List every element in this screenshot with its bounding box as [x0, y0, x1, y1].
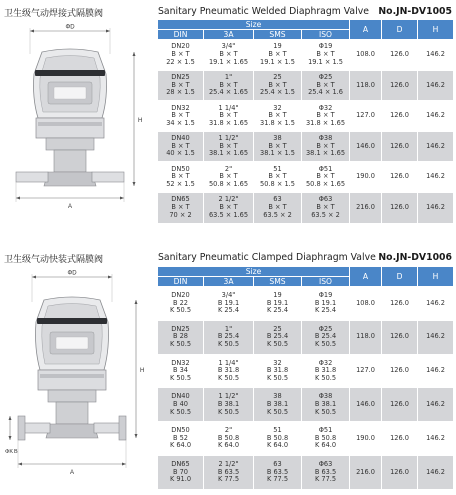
d-cell: 126.0 — [382, 70, 418, 101]
col-header-a: A — [350, 267, 382, 287]
3a-cell-line: B × T — [219, 50, 238, 58]
3a-cell — [204, 101, 254, 132]
table-row — [158, 388, 454, 422]
3a-cell-line: B × T — [219, 141, 238, 150]
diameter-d-label: ΦD — [67, 270, 77, 277]
din-cell — [158, 192, 204, 223]
iso-cell-line: Φ25 — [318, 73, 333, 81]
3a-cell-line: 1" — [224, 73, 233, 81]
size-header: Size — [158, 20, 350, 30]
sms-cell-line: 32 — [273, 358, 282, 367]
iso-cell-line: B × T — [316, 80, 335, 89]
3a-cell-line: B 31.8 — [217, 366, 240, 375]
din-cell-line: B 40 — [172, 399, 188, 408]
sms-cell-line: 19 — [273, 42, 282, 51]
3a-cell-line: 3/4" — [221, 42, 236, 51]
clamped-valve-section — [0, 246, 456, 495]
din-cell-line: B 34 — [172, 366, 188, 375]
3a-cell-line: K 50.5 — [217, 373, 240, 382]
iso-cell-line: 25.4 × 1.6 — [308, 88, 343, 97]
din-cell-line: B × T — [171, 172, 190, 181]
section-title-english: Sanitary Pneumatic Welded Diaphragm Valve — [158, 6, 369, 17]
sms-cell-line: 38 — [273, 392, 282, 401]
sms-cell-line: 32 — [273, 103, 282, 112]
din-cell-line: K 50.5 — [169, 373, 192, 382]
iso-cell — [302, 320, 350, 354]
size-header: Size — [158, 267, 350, 277]
sms-cell-line: 25 — [273, 324, 282, 333]
iso-cell-line: B 25.4 — [314, 332, 337, 341]
din-cell-line: DN50 — [171, 164, 190, 173]
sms-cell-line: K 25.4 — [266, 306, 289, 315]
din-cell-line: B 70 — [172, 467, 188, 476]
sms-cell-line: 19.1 × 1.5 — [260, 57, 295, 66]
iso-cell-line: B 31.8 — [314, 366, 337, 375]
din-cell-line: DN40 — [171, 392, 190, 401]
table-row — [158, 101, 454, 132]
sms-cell-line: 63 — [273, 459, 282, 468]
h-cell: 146.2 — [418, 455, 454, 489]
3a-cell-line: K 64.0 — [217, 441, 240, 450]
din-cell-line: 70 × 2 — [169, 210, 192, 219]
diameter-d-label: ΦD — [65, 24, 75, 31]
3a-cell — [204, 354, 254, 388]
h-cell: 146.2 — [418, 162, 454, 193]
iso-cell — [302, 131, 350, 162]
welded-valve-drawing — [2, 22, 152, 234]
d-cell: 126.0 — [382, 455, 418, 489]
sms-cell-line: 50.8 × 1.5 — [260, 179, 295, 188]
3a-cell-line: 1 1/2" — [218, 134, 239, 143]
sms-cell-line: B × T — [268, 80, 287, 89]
d-cell: 126.0 — [382, 422, 418, 456]
table-row — [158, 70, 454, 101]
din-cell-line: DN50 — [171, 426, 190, 435]
din-cell-line: B × T — [171, 202, 190, 211]
h-cell: 146.2 — [418, 320, 454, 354]
din-cell-line: K 64.0 — [169, 441, 192, 450]
iso-cell-line: B × T — [316, 111, 335, 120]
clamped-valve-spec-table — [157, 266, 454, 490]
sms-cell-line: 38 — [273, 134, 282, 143]
3a-cell-line: 2" — [224, 426, 233, 435]
sms-cell-line: B × T — [268, 141, 287, 150]
table-row — [158, 287, 454, 321]
col-header-iso: ISO — [302, 277, 350, 287]
din-cell-line: DN65 — [171, 195, 190, 204]
din-cell-line: DN20 — [171, 42, 190, 51]
sms-cell — [254, 388, 302, 422]
iso-cell-line: Φ63 — [318, 459, 333, 468]
3a-cell-line: B × T — [219, 202, 238, 211]
sms-cell-line: B × T — [268, 50, 287, 58]
sms-cell-line: B 19.1 — [266, 298, 289, 307]
din-cell-line: DN32 — [171, 103, 190, 112]
sms-cell — [254, 320, 302, 354]
col-header-din: DIN — [158, 277, 204, 287]
iso-cell — [302, 455, 350, 489]
h-cell: 146.2 — [418, 101, 454, 132]
iso-cell-line: B 63.5 — [314, 467, 337, 476]
iso-cell-line: Φ63 — [318, 195, 333, 204]
iso-cell-line: K 77.5 — [314, 475, 337, 484]
section-title-chinese: 卫生级气动焊接式隔膜阀 — [4, 9, 104, 19]
iso-cell-line: B × T — [316, 50, 335, 58]
sms-cell-line: 38.1 × 1.5 — [260, 149, 295, 158]
welded-valve-spec-table — [157, 19, 454, 224]
clamped-spec-rows — [158, 287, 454, 490]
3a-cell-line: K 77.5 — [217, 475, 240, 484]
d-cell: 126.0 — [382, 354, 418, 388]
din-cell — [158, 287, 204, 321]
d-cell: 126.0 — [382, 287, 418, 321]
sms-cell — [254, 455, 302, 489]
d-cell: 126.0 — [382, 162, 418, 193]
din-cell-line: DN20 — [171, 291, 190, 299]
a-cell: 108.0 — [350, 287, 382, 321]
h-cell: 146.2 — [418, 422, 454, 456]
a-cell: 127.0 — [350, 354, 382, 388]
sms-cell — [254, 354, 302, 388]
clamp-k-label: ΦK — [5, 449, 14, 455]
iso-cell-line: 31.8 × 1.65 — [305, 118, 346, 127]
3a-cell-line: B × T — [219, 80, 238, 89]
iso-cell-line: 63.5 × 2 — [311, 210, 340, 219]
din-cell-line: K 50.5 — [169, 306, 192, 315]
a-cell: 190.0 — [350, 422, 382, 456]
iso-cell-line: B × T — [316, 202, 335, 211]
clamped-valve-drawing — [2, 268, 152, 492]
din-cell — [158, 101, 204, 132]
iso-cell-line: B 50.8 — [314, 433, 337, 442]
sms-cell-line: B × T — [268, 172, 287, 181]
a-cell: 127.0 — [350, 101, 382, 132]
iso-cell — [302, 287, 350, 321]
bore-b-label: B — [14, 449, 18, 455]
din-cell — [158, 388, 204, 422]
table-row — [158, 192, 454, 223]
din-cell-line: DN32 — [171, 358, 190, 367]
iso-cell-line: B × T — [316, 141, 335, 150]
3a-cell-line: K 25.4 — [217, 306, 240, 315]
welded-valve-section — [0, 0, 456, 240]
h-cell: 146.2 — [418, 354, 454, 388]
d-cell: 126.0 — [382, 320, 418, 354]
3a-cell-line: 2 1/2" — [218, 195, 239, 204]
3a-cell-line: 38.1 × 1.65 — [208, 149, 249, 158]
section-title-english: Sanitary Pneumatic Clamped Diaphragm Valve — [158, 252, 376, 263]
3a-cell — [204, 192, 254, 223]
din-cell-line: K 50.5 — [169, 339, 192, 348]
col-header-din: DIN — [158, 30, 204, 40]
table-row — [158, 40, 454, 71]
3a-cell — [204, 70, 254, 101]
a-cell: 118.0 — [350, 320, 382, 354]
din-cell — [158, 70, 204, 101]
a-cell: 146.0 — [350, 388, 382, 422]
sms-cell-line: 25.4 × 1.5 — [260, 88, 295, 97]
3a-cell — [204, 287, 254, 321]
din-cell-line: 52 × 1.5 — [166, 179, 195, 188]
iso-cell-line: 38.1 × 1.65 — [305, 149, 346, 158]
sms-cell — [254, 101, 302, 132]
sms-cell-line: B 31.8 — [266, 366, 289, 375]
3a-cell-line: 31.8 × 1.65 — [208, 118, 249, 127]
iso-cell-line: K 25.4 — [314, 306, 337, 315]
table-row — [158, 455, 454, 489]
sms-cell — [254, 40, 302, 71]
d-cell: 126.0 — [382, 131, 418, 162]
din-cell — [158, 455, 204, 489]
3a-cell — [204, 162, 254, 193]
din-cell-line: 22 × 1.5 — [166, 57, 195, 66]
welded-spec-rows — [158, 40, 454, 224]
sms-cell-line: 31.8 × 1.5 — [260, 118, 295, 127]
height-h-label: H — [138, 118, 143, 124]
table-row — [158, 422, 454, 456]
a-cell: 216.0 — [350, 455, 382, 489]
iso-cell-line: K 50.5 — [314, 373, 337, 382]
a-cell: 190.0 — [350, 162, 382, 193]
iso-cell — [302, 354, 350, 388]
table-row — [158, 354, 454, 388]
iso-cell-line: B 19.1 — [314, 298, 337, 307]
col-header-d: D — [382, 267, 418, 287]
3a-cell-line: 1 1/4" — [218, 103, 239, 112]
sms-cell — [254, 162, 302, 193]
h-cell: 146.2 — [418, 70, 454, 101]
3a-cell-line: B 50.8 — [217, 433, 240, 442]
sms-cell-line: B 50.8 — [266, 433, 289, 442]
sms-cell — [254, 287, 302, 321]
din-cell-line: DN25 — [171, 324, 190, 333]
a-cell: 216.0 — [350, 192, 382, 223]
h-cell: 146.2 — [418, 287, 454, 321]
d-cell: 126.0 — [382, 101, 418, 132]
din-cell — [158, 131, 204, 162]
sms-cell-line: K 50.5 — [266, 339, 289, 348]
3a-cell-line: 63.5 × 1.65 — [208, 210, 249, 219]
3a-cell — [204, 422, 254, 456]
col-header-h: H — [418, 267, 454, 287]
iso-cell-line: Φ51 — [318, 426, 333, 435]
3a-cell-line: 1 1/2" — [218, 392, 239, 401]
iso-cell-line: 50.8 × 1.65 — [305, 179, 346, 188]
iso-cell — [302, 70, 350, 101]
col-header-d: D — [382, 20, 418, 40]
col-header-sms: SMS — [254, 277, 302, 287]
iso-cell-line: K 64.0 — [314, 441, 337, 450]
d-cell: 126.0 — [382, 40, 418, 71]
sms-cell-line: 63 — [273, 195, 282, 204]
iso-cell — [302, 192, 350, 223]
h-cell: 146.2 — [418, 131, 454, 162]
sms-cell-line: K 50.5 — [266, 373, 289, 382]
col-header-a: A — [350, 20, 382, 40]
sms-cell-line: B 38.1 — [266, 399, 289, 408]
d-cell: 126.0 — [382, 192, 418, 223]
din-cell-line: DN65 — [171, 459, 190, 468]
length-a-label: A — [67, 204, 73, 210]
3a-cell-line: 50.8 × 1.65 — [208, 179, 249, 188]
3a-cell-line: K 50.5 — [217, 339, 240, 348]
col-header-iso: ISO — [302, 30, 350, 40]
iso-cell-line: K 50.5 — [314, 407, 337, 416]
sms-cell-line: 19 — [273, 291, 282, 299]
din-cell-line: B × T — [171, 50, 190, 58]
3a-cell — [204, 40, 254, 71]
din-cell-line: DN40 — [171, 134, 190, 143]
iso-cell-line: Φ32 — [318, 358, 333, 367]
3a-cell-line: 19.1 × 1.65 — [208, 57, 249, 66]
col-header-sms: SMS — [254, 30, 302, 40]
din-cell-line: 28 × 1.5 — [166, 88, 195, 97]
din-cell — [158, 422, 204, 456]
din-cell-line: DN25 — [171, 73, 190, 81]
h-cell: 146.2 — [418, 40, 454, 71]
length-a-label: A — [69, 470, 75, 476]
din-cell-line: 34 × 1.5 — [166, 118, 195, 127]
table-row — [158, 131, 454, 162]
height-h-label: H — [140, 368, 145, 374]
sms-cell-line: 51 — [273, 426, 282, 435]
h-cell: 146.2 — [418, 192, 454, 223]
sms-cell — [254, 422, 302, 456]
sms-cell-line: K 77.5 — [266, 475, 289, 484]
3a-cell — [204, 320, 254, 354]
iso-cell-line: Φ32 — [318, 103, 333, 112]
iso-cell — [302, 422, 350, 456]
table-row — [158, 162, 454, 193]
iso-cell — [302, 101, 350, 132]
sms-cell-line: B 63.5 — [266, 467, 289, 476]
a-cell: 108.0 — [350, 40, 382, 71]
sms-cell-line: B 25.4 — [266, 332, 289, 341]
3a-cell-line: B 63.5 — [217, 467, 240, 476]
din-cell-line: B 52 — [172, 433, 188, 442]
din-cell-line: B × T — [171, 80, 190, 89]
a-cell: 118.0 — [350, 70, 382, 101]
iso-cell-line: Φ51 — [318, 164, 333, 173]
3a-cell — [204, 388, 254, 422]
col-header-h: H — [418, 20, 454, 40]
iso-cell-line: Φ38 — [318, 134, 333, 143]
3a-cell-line: 25.4 × 1.65 — [208, 88, 249, 97]
3a-cell — [204, 455, 254, 489]
iso-cell-line: Φ25 — [318, 324, 333, 333]
iso-cell-line: Φ19 — [318, 291, 333, 299]
section-title-chinese: 卫生级气动快装式隔膜阀 — [4, 255, 104, 265]
din-cell-line: K 91.0 — [169, 475, 192, 484]
iso-cell — [302, 162, 350, 193]
iso-cell-line: K 50.5 — [314, 339, 337, 348]
sms-cell-line: 25 — [273, 73, 282, 81]
din-cell — [158, 320, 204, 354]
3a-cell-line: 1 1/4" — [218, 358, 239, 367]
3a-cell-line: B 25.4 — [217, 332, 240, 341]
sms-cell-line: 63.5 × 2 — [263, 210, 292, 219]
a-cell: 146.0 — [350, 131, 382, 162]
sms-cell-line: B × T — [268, 202, 287, 211]
sms-cell — [254, 131, 302, 162]
din-cell-line: B 22 — [172, 298, 188, 307]
3a-cell-line: B 19.1 — [217, 298, 240, 307]
model-number: No.JN-DV1005 — [378, 6, 452, 17]
model-number: No.JN-DV1006 — [378, 252, 452, 263]
d-cell: 126.0 — [382, 388, 418, 422]
sms-cell — [254, 192, 302, 223]
sms-cell-line: K 64.0 — [266, 441, 289, 450]
iso-cell-line: 19.1 × 1.5 — [308, 57, 343, 66]
3a-cell-line: B × T — [219, 111, 238, 120]
sms-cell — [254, 70, 302, 101]
iso-cell — [302, 40, 350, 71]
3a-cell-line: K 50.5 — [217, 407, 240, 416]
3a-cell-line: 3/4" — [221, 291, 236, 299]
3a-cell-line: B 38.1 — [217, 399, 240, 408]
din-cell — [158, 162, 204, 193]
din-cell-line: B × T — [171, 111, 190, 120]
iso-cell-line: B × T — [316, 172, 335, 181]
din-cell-line: 40 × 1.5 — [166, 149, 195, 158]
table-row — [158, 320, 454, 354]
3a-cell-line: 2" — [224, 164, 233, 173]
3a-cell — [204, 131, 254, 162]
din-cell — [158, 354, 204, 388]
h-cell: 146.2 — [418, 388, 454, 422]
3a-cell-line: 2 1/2" — [218, 459, 239, 468]
sms-cell-line: 51 — [273, 164, 282, 173]
col-header-3a: 3A — [204, 30, 254, 40]
din-cell-line: K 50.5 — [169, 407, 192, 416]
iso-cell — [302, 388, 350, 422]
col-header-3a: 3A — [204, 277, 254, 287]
din-cell-line: B × T — [171, 141, 190, 150]
din-cell-line: B 28 — [172, 332, 188, 341]
sms-cell-line: B × T — [268, 111, 287, 120]
iso-cell-line: B 38.1 — [314, 399, 337, 408]
iso-cell-line: Φ38 — [318, 392, 333, 401]
din-cell — [158, 40, 204, 71]
iso-cell-line: Φ19 — [318, 42, 333, 51]
3a-cell-line: B × T — [219, 172, 238, 181]
sms-cell-line: K 50.5 — [266, 407, 289, 416]
3a-cell-line: 1" — [224, 324, 233, 333]
